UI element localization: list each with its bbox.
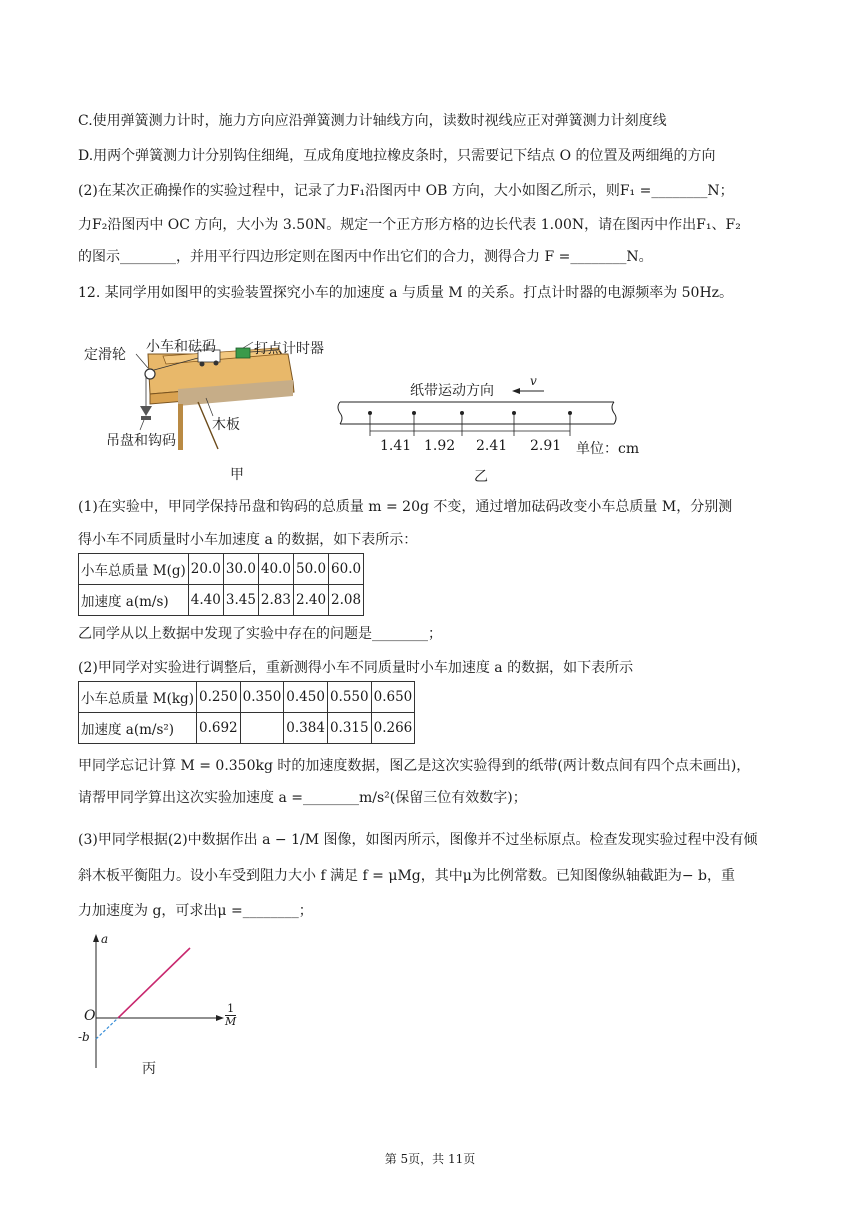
segment-2: 1.92	[424, 438, 456, 454]
table-row	[79, 682, 415, 713]
table-cell: 0.315	[327, 713, 371, 744]
table-2	[78, 681, 415, 744]
x-axis-label-den: M	[225, 1015, 237, 1028]
option-d: D.用两个弹簧测力计分别钩住细绳，互成角度地拉橡皮条时，只需要记下结点 O 的位置及两细绳的方向	[78, 148, 716, 164]
table-cell: 小车总质量 M(kg)	[79, 682, 197, 713]
table-cell: 0.650	[371, 682, 415, 713]
segment-3: 2.41	[476, 438, 508, 454]
table-cell: 加速度 a(m/s²)	[79, 713, 197, 744]
table-cell: 加速度 a(m/s)	[79, 585, 189, 616]
caption-bing: 丙	[142, 1061, 156, 1077]
table-cell: 2.08	[329, 585, 364, 616]
table-cell: 0.550	[327, 682, 371, 713]
label-pulley: 定滑轮	[84, 347, 126, 363]
part-1-line2: 得小车不同质量时小车加速度 a 的数据，如下表所示：	[78, 532, 418, 548]
part-3-line3: 力加速度为 g，可求出μ =________；	[78, 903, 313, 919]
table-cell: 0.384	[284, 713, 328, 744]
table-cell: 20.0	[188, 554, 223, 585]
table-cell: 50.0	[293, 554, 328, 585]
y-axis-label: a	[101, 932, 109, 946]
caption-jia: 甲	[230, 467, 244, 483]
table-cell: 0.266	[371, 713, 415, 744]
table-cell: 0.450	[284, 682, 328, 713]
velocity-symbol: v	[530, 374, 537, 388]
tape-dots	[368, 411, 572, 415]
page-footer: 第 5页，共 11页	[384, 1152, 476, 1166]
x-axis-label-num: 1	[225, 1003, 236, 1016]
option-c: C.使用弹簧测力计时，施力方向应沿弹簧测力计轴线方向，读数时视线应正对弹簧测力计刻度线	[78, 113, 667, 129]
table-cell: 3.45	[223, 585, 258, 616]
table-cell: 0.250	[196, 682, 240, 713]
table-cell: 40.0	[258, 554, 293, 585]
origin-label: O	[84, 1008, 96, 1024]
tape-unit: 单位：cm	[576, 441, 640, 457]
table-cell	[240, 713, 284, 744]
table-cell: 60.0	[329, 554, 364, 585]
label-hanger: 吊盘和钩码	[106, 433, 176, 449]
part-2-line1: (2)甲同学对实验进行调整后，重新测得小车不同质量时小车加速度 a 的数据，如下表所示	[78, 660, 634, 676]
tape-direction-label: 纸带运动方向	[410, 383, 494, 399]
part-2-line2: 甲同学忘记计算 M = 0.350kg 时的加速度数据，图乙是这次实验得到的纸带(两计数点间有四个点未画出)，	[78, 758, 751, 774]
label-board: 木板	[212, 417, 240, 433]
table-cell: 30.0	[223, 554, 258, 585]
table-cell: 2.40	[293, 585, 328, 616]
table-cell: 4.40	[188, 585, 223, 616]
label-cart: 小车和砝码	[146, 339, 216, 355]
table-row	[79, 554, 364, 585]
segment-4: 2.91	[530, 438, 562, 454]
question-2-line1: (2)在某次正确操作的实验过程中，记录了力F₁沿图丙中 OB 方向，大小如图乙所示，则F₁ =________N；	[78, 183, 734, 199]
part-1-line1: (1)在实验中，甲同学保持吊盘和钩码的总质量 m = 20g 不变，通过增加砝码改变小车总质量 M，分别测	[78, 499, 733, 515]
part-2-line3: 请帮甲同学算出这次实验加速度 a =________m/s²(保留三位有效数字)；	[78, 790, 527, 806]
table-cell: 0.692	[196, 713, 240, 744]
part-3-line2: 斜木板平衡阻力。设小车受到阻力大小 f 满足 f = μMg，其中μ为比例常数。已知图像纵轴截距为− b，重	[78, 868, 735, 884]
graph-dashed-extension	[96, 1018, 118, 1039]
table-row	[79, 713, 415, 744]
segment-1: 1.41	[380, 438, 412, 454]
table-cell: 小车总质量 M(g)	[79, 554, 189, 585]
label-timer: 打点计时器	[254, 341, 324, 357]
x-axis-label	[225, 1003, 236, 1028]
table-cell: 2.83	[258, 585, 293, 616]
caption-yi: 乙	[474, 469, 488, 485]
table-cell: 0.350	[240, 682, 284, 713]
intercept-label: -b	[78, 1030, 90, 1044]
table-1	[78, 553, 364, 616]
table-row	[79, 585, 364, 616]
part-1-question: 乙同学从以上数据中发现了实验中存在的问题是________；	[78, 626, 442, 642]
question-12-stem: 12. 某同学用如图甲的实验装置探究小车的加速度 a 与质量 M 的关系。打点计时器的电源频率为 50Hz。	[78, 285, 734, 301]
part-3-line1: (3)甲同学根据(2)中数据作出 a − 1/M 图像，如图丙所示，图像并不过坐标原点。检查发现实验过程中没有倾	[78, 832, 758, 848]
question-2-line3: 的图示________，并用平行四边形定则在图丙中作出它们的合力，测得合力 F =________N。	[78, 249, 653, 265]
question-2-line2: 力F₂沿图丙中 OC 方向，大小为 3.50N。规定一个正方形方格的边长代表 1.00N，请在图丙中作出F₁、F₂	[78, 217, 741, 233]
graph-line	[118, 948, 190, 1018]
